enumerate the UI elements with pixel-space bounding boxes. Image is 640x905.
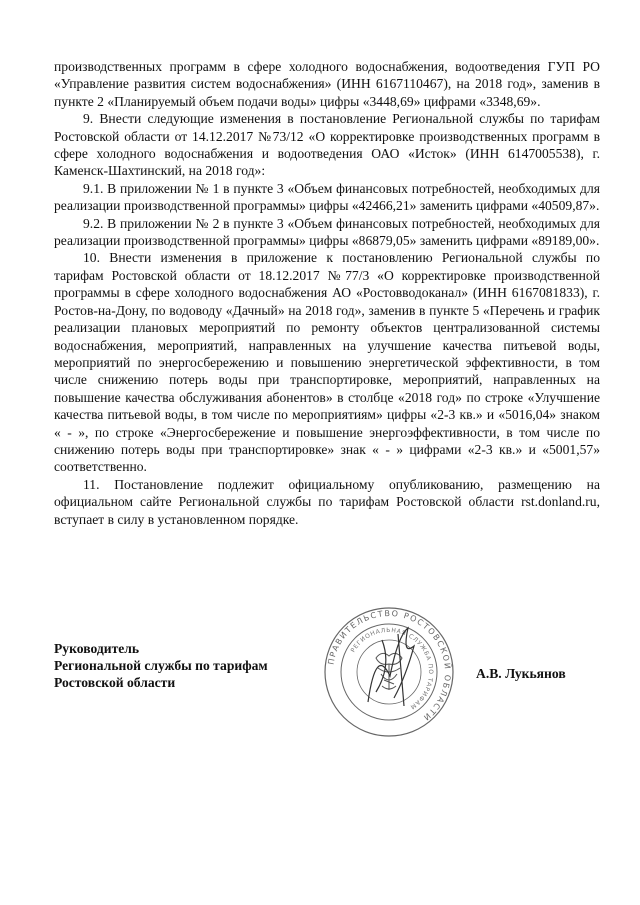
paragraph-item-9-2: 9.2. В приложении № 2 в пункте 3 «Объем финансовых потребностей, необходимых для реализации производственной программы» цифры «86879,05» заменить цифрами «89189,00».	[54, 215, 600, 249]
svg-text:ПРАВИТЕЛЬСТВО РОСТОВСКОЙ ОБЛАС: ПРАВИТЕЛЬСТВО РОСТОВСКОЙ ОБЛАСТИ	[326, 608, 453, 723]
paragraph-item-11: 11. Постановление подлежит официальному опубликованию, размещению на официальном сайте Региональной службы по тарифам Ростовской области rst.donland.ru, вступает в силу в установленном порядке.	[54, 476, 600, 527]
svg-text:РЕГИОНАЛЬНАЯ СЛУЖБА ПО ТАРИФАМ: РЕГИОНАЛЬНАЯ СЛУЖБА ПО ТАРИФАМ	[349, 626, 435, 711]
signer-name: А.В. Лукьянов	[476, 666, 566, 681]
paragraph-item-10: 10. Внести изменения в приложение к постановлению Региональной службы по тарифам Ростовской области от 18.12.2017 №77/3 «О корректировке производственной программы в сфере холодного водоснабжения АО «Ростовводоканал» (ИНН 6167081833), г. Ростов-на-Дону, по водоводу «Дачный» на 2018 год», заменив в пункте 5 «Перечень и график реализации плановых мероприятий по ремонту объектов централизованной системы водоснабжения, мероприятий, направленных на улучшение качества питьевой воды, мероприятий по энергосбережению и повышению энергетической эффективности, в том числе снижению потерь воды при транспортировке, мероприятий, направленных на повышение качества обслуживания абонентов» в столбце «2018 год» по строке «Улучшение качества питьевой воды, в том числе по мероприятиям» цифры «2-3 кв.» и «5016,04» знаком « - », по строке «Энергосбережение и повышение энергоэффективности, в том числе по снижению потерь воды при транспортировке» знак « - » цифрами «2-3 кв.» и «5001,57» соответственно.	[54, 250, 600, 475]
document-body	[54, 58, 600, 528]
signature-title-line-1: Руководитель	[54, 641, 140, 656]
official-seal-stamp-icon	[318, 606, 460, 738]
signature-title-line-3: Ростовской области	[54, 675, 176, 690]
paragraph-item-9-1: 9.1. В приложении № 1 в пункте 3 «Объем финансовых потребностей, необходимых для реализации производственной программы» цифры «42466,21» заменить цифрами «40509,87».	[54, 180, 600, 214]
paragraph-item-9: 9. Внести следующие изменения в постановление Региональной службы по тарифам Ростовской области от 14.12.2017 №73/12 «О корректировке производственных программ в сфере холодного водоснабжения и водоотведения ОАО «Исток» (ИНН 6147005538), г. Каменск-Шахтинский, на 2018 год»:	[54, 111, 600, 179]
signature-title-block	[54, 640, 268, 691]
signature-title-line-2: Региональной службы по тарифам	[54, 658, 268, 673]
paragraph-continuation: производственных программ в сфере холодного водоснабжения, водоотведения ГУП РО «Управление развития систем водоснабжения» (ИНН 6167110467), на 2018 год», заменив в пункте 2 «Планируемый объем подачи воды» цифры «3448,69» цифрами «3348,69».	[54, 59, 600, 109]
